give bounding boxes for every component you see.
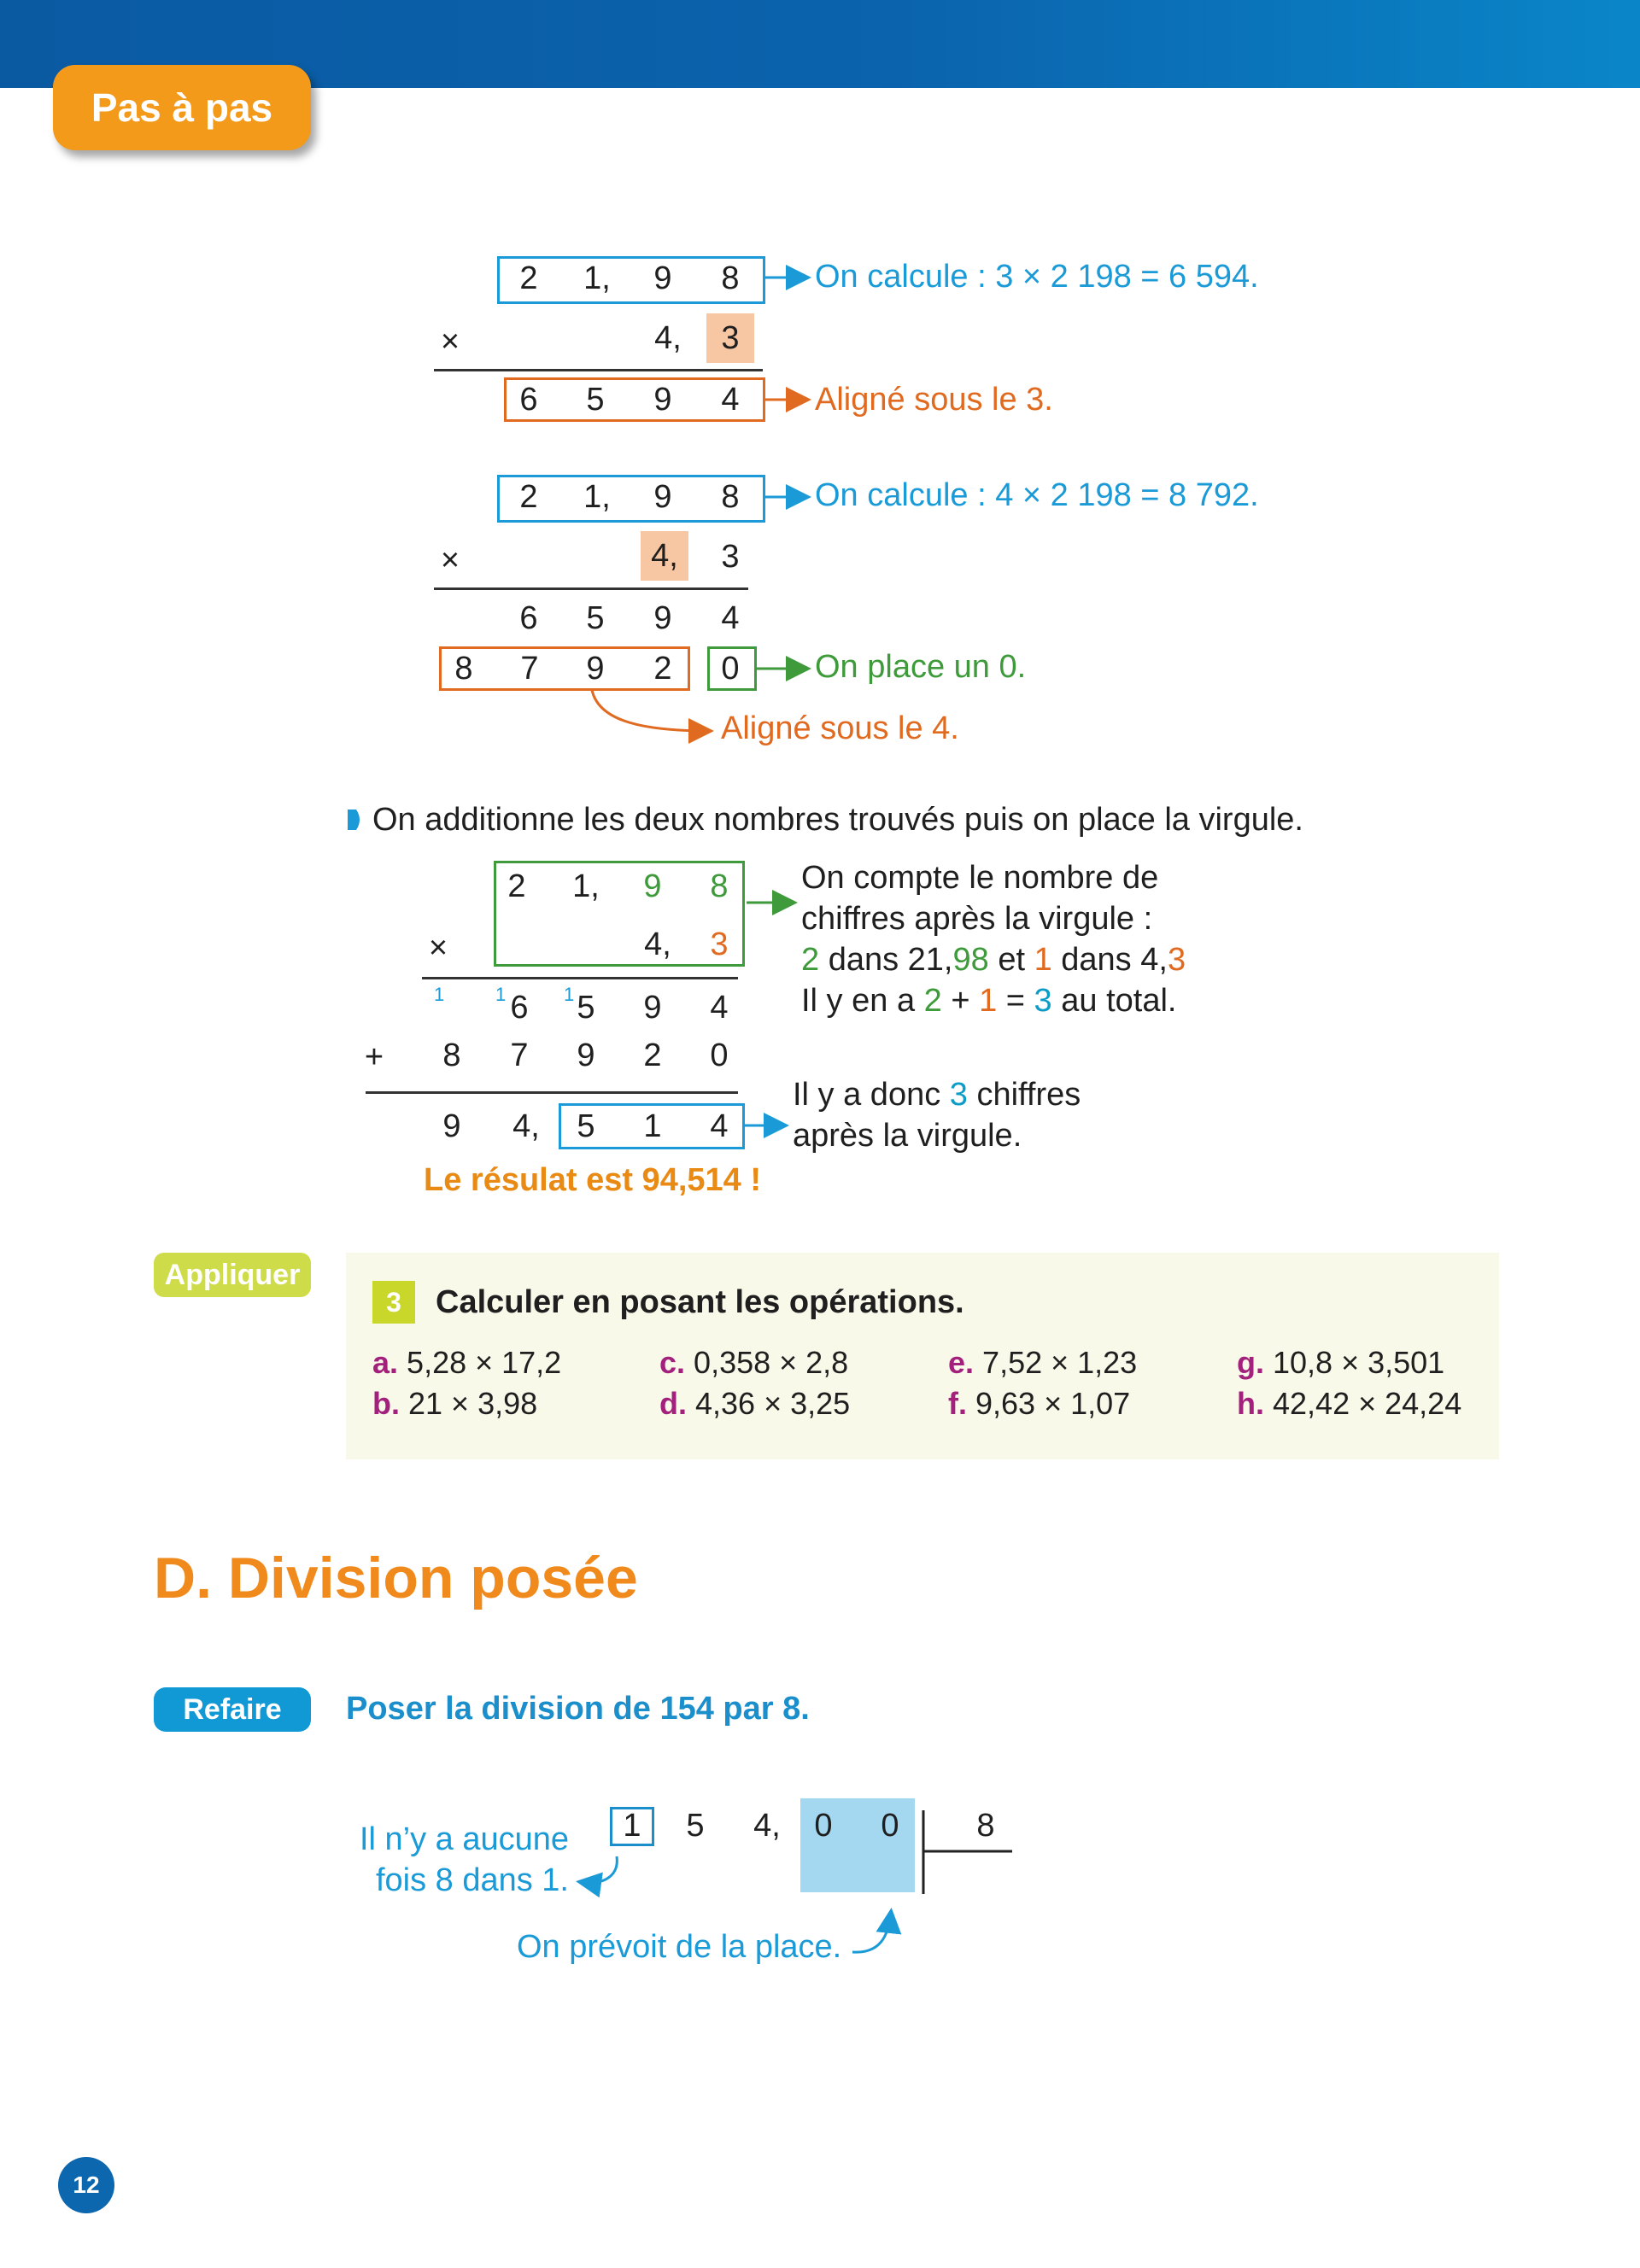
carry: 1 <box>434 984 445 1005</box>
digit: 8 <box>710 868 729 904</box>
exercise-item: g. 10,8 × 3,501 <box>1237 1345 1445 1380</box>
plus-sign: + <box>364 1039 384 1075</box>
arrow-step2-orange <box>592 690 709 731</box>
digit: 5 <box>686 1808 705 1844</box>
digit: 4 <box>721 600 740 636</box>
exercise-item: h. 42,42 × 24,24 <box>1237 1386 1462 1421</box>
appliquer-badge: Appliquer <box>154 1253 311 1297</box>
digit: 2 <box>643 1038 662 1073</box>
times-sign: × <box>440 542 460 578</box>
digit: 5 <box>577 990 595 1026</box>
digit: 4 <box>710 1108 729 1144</box>
carry: 1 <box>495 984 507 1005</box>
digit: 4, <box>644 926 671 962</box>
rule <box>422 977 738 979</box>
digit: 9 <box>577 1038 595 1073</box>
rule <box>366 1091 738 1094</box>
digit: 1 <box>643 1108 662 1144</box>
exercise-number: 3 <box>372 1281 415 1324</box>
digit: 8 <box>454 651 473 687</box>
digit: 0 <box>814 1808 833 1844</box>
exercise-item: c. 0,358 × 2,8 <box>659 1345 849 1380</box>
note-step2-green: On place un 0. <box>815 649 1027 685</box>
bullet-icon <box>348 810 360 830</box>
arrow-div-bottom <box>852 1913 891 1952</box>
note-left: Il n’y a aucune fois 8 dans 1. <box>359 1821 569 1898</box>
refaire-badge: Refaire <box>154 1687 311 1732</box>
count-note-l3: 2 dans 21,98 et 1 dans 4,3 <box>801 942 1186 978</box>
count-note <box>801 857 1186 1021</box>
digit: 1, <box>583 260 611 296</box>
digit: 2 <box>653 651 672 687</box>
digit: 2 <box>519 260 538 296</box>
digit: 9 <box>586 651 605 687</box>
digit: 9 <box>442 1108 461 1144</box>
rule <box>434 369 763 371</box>
digit: 4 <box>710 990 729 1026</box>
count-note-l2: chiffres après la virgule : <box>801 901 1153 937</box>
note-step2-orange: Aligné sous le 4. <box>721 710 959 746</box>
note-step1-blue: On calcule : 3 × 2 198 = 6 594. <box>815 259 1259 295</box>
note-step1-orange: Aligné sous le 3. <box>815 382 1053 418</box>
exercise-item: a. 5,28 × 17,2 <box>372 1345 562 1380</box>
digit: 3 <box>721 539 740 575</box>
digit-zero: 0 <box>721 651 740 687</box>
exercise-item: b. 21 × 3,98 <box>372 1386 538 1421</box>
digit: 8 <box>721 479 740 515</box>
digit: 9 <box>653 479 672 515</box>
note-step2-blue: On calcule : 4 × 2 198 = 8 792. <box>815 477 1259 513</box>
digit: 2 <box>507 868 526 904</box>
times-sign: × <box>428 930 448 966</box>
digit-highlight: 3 <box>706 313 754 363</box>
digit: 5 <box>577 1108 595 1144</box>
digit: 9 <box>653 382 672 418</box>
divisor: 8 <box>976 1808 995 1844</box>
section-tab: Pas à pas <box>53 65 311 150</box>
note-bottom: On prévoit de la place. <box>517 1929 842 1965</box>
count-note-l4: Il y en a 2 + 1 = 3 au total. <box>801 983 1177 1019</box>
bullet-text: On additionne les deux nombres trouvés puis on place la virgule. <box>372 802 1303 838</box>
refaire-title: Poser la division de 154 par 8. <box>346 1691 810 1727</box>
exercise-item: d. 4,36 × 3,25 <box>659 1386 851 1421</box>
digit: 9 <box>643 990 662 1026</box>
digit: 6 <box>519 382 538 418</box>
digit: 1, <box>572 868 600 904</box>
digit: 8 <box>721 260 740 296</box>
digit: 4 <box>721 382 740 418</box>
digit: 2 <box>519 479 538 515</box>
digit: 6 <box>519 600 538 636</box>
digit: 9 <box>653 260 672 296</box>
digit: 0 <box>881 1808 899 1844</box>
arrow-div-left <box>581 1856 617 1883</box>
digit-highlight: 4, <box>641 531 688 581</box>
digit: 3 <box>710 926 729 962</box>
exercise-item: e. 7,52 × 1,23 <box>948 1345 1138 1380</box>
exercise-item: f. 9,63 × 1,07 <box>948 1386 1131 1421</box>
digit: 6 <box>510 990 529 1026</box>
digit: 7 <box>520 651 539 687</box>
digit: 0 <box>710 1038 729 1073</box>
digit: 7 <box>510 1038 529 1073</box>
times-sign: × <box>440 324 460 359</box>
digit: 9 <box>653 600 672 636</box>
digit: 4, <box>512 1108 540 1144</box>
result-text: Le résulat est 94,514 ! <box>424 1162 761 1198</box>
exercise-title: Calculer en posant les opérations. <box>436 1284 964 1320</box>
digit: 1 <box>623 1808 641 1844</box>
carry: 1 <box>564 984 575 1005</box>
digit: 5 <box>586 600 605 636</box>
digit: 4, <box>654 320 682 356</box>
page-number: 12 <box>58 2157 114 2213</box>
digit: 5 <box>586 382 605 418</box>
section-title: D. Division posée <box>154 1546 638 1610</box>
digit: 8 <box>442 1038 461 1073</box>
final-note: Il y a donc 3 chiffres après la virgule. <box>793 1077 1081 1154</box>
count-note-l1: On compte le nombre de <box>801 860 1159 896</box>
rule <box>434 587 748 590</box>
digit: 1, <box>583 479 611 515</box>
digit: 4, <box>753 1808 781 1844</box>
digit: 9 <box>643 868 662 904</box>
